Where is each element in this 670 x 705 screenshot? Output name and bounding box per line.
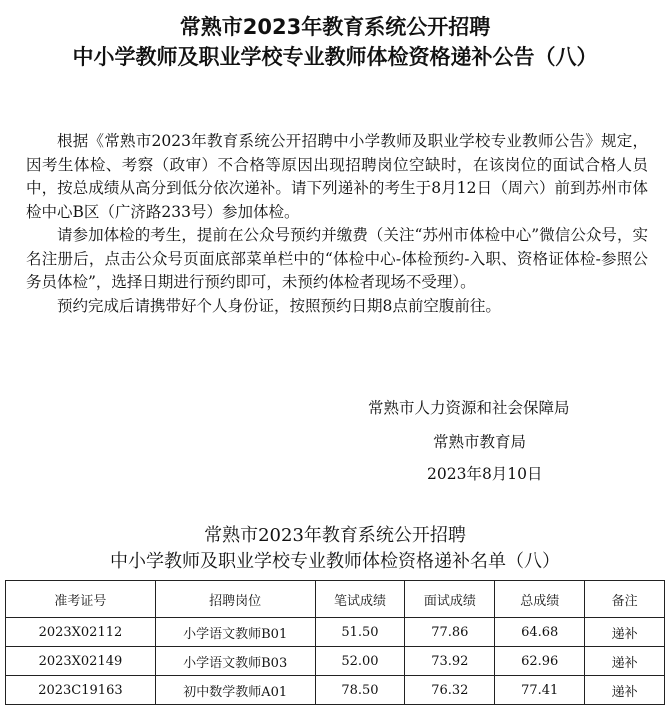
notice-paragraph-2: 请参加体检的考生，提前在公众号预约并缴费（关注“苏州市体检中心”微信公众号，实名注册后，点击公众号页面底部菜单栏中的“体检中心-体检预约-入职、资格证体检-参照公务员体检”，选择日期进行预约即可，未预约体检者现场不受理）。 <box>26 226 648 291</box>
signature-org-hrss: 常熟市人力资源和社会保障局 <box>368 399 570 417</box>
cell-interview-score: 77.86 <box>405 618 495 647</box>
cell-exam-id: 2023C19163 <box>6 676 156 705</box>
table-row <box>6 676 665 705</box>
cell-written-score: 51.50 <box>315 618 405 647</box>
notice-paragraph-3: 预约完成后请携带好个人身份证，按照预约日期8点前空腹前往。 <box>57 296 501 315</box>
table-header-row <box>6 581 665 618</box>
cell-position: 小学语文教师B03 <box>155 647 315 676</box>
cell-position: 小学语文教师B01 <box>155 618 315 647</box>
cell-position: 初中数学教师A01 <box>155 676 315 705</box>
cell-remark: 递补 <box>585 618 665 647</box>
cell-remark: 递补 <box>585 647 665 676</box>
column-header-exam-id: 准考证号 <box>6 581 156 618</box>
list-title-line1: 常熟市2023年教育系统公开招聘 <box>204 525 466 546</box>
cell-written-score: 78.50 <box>315 676 405 705</box>
column-header-position: 招聘岗位 <box>155 581 315 618</box>
column-header-remark: 备注 <box>585 581 665 618</box>
cell-total-score: 77.41 <box>495 676 585 705</box>
cell-interview-score: 73.92 <box>405 647 495 676</box>
notice-title-line2: 中小学教师及职业学校专业教师体检资格递补公告（八） <box>72 45 598 69</box>
signature-date: 2023年8月10日 <box>427 465 543 483</box>
table-row <box>6 618 665 647</box>
cell-remark: 递补 <box>585 676 665 705</box>
column-header-written-score: 笔试成绩 <box>315 581 405 618</box>
cell-written-score: 52.00 <box>315 647 405 676</box>
notice-paragraph-1: 根据《常熟市2023年教育系统公开招聘中小学教师及职业学校专业教师公告》规定，因考生体检、考察（政审）不合格等原因出现招聘岗位空缺时，在该岗位的面试合格人员中，按总成绩从高分到低分依次递补。请下列递补的考生于8月12日（周六）前到苏州市体检中心B区（广济路233号）参加体检。 <box>26 132 648 221</box>
column-header-total-score: 总成绩 <box>495 581 585 618</box>
cell-total-score: 62.96 <box>495 647 585 676</box>
signature-org-education: 常熟市教育局 <box>433 433 527 451</box>
candidate-table <box>5 580 665 705</box>
cell-exam-id: 2023X02112 <box>6 618 156 647</box>
notice-title-line1: 常熟市2023年教育系统公开招聘 <box>179 15 491 39</box>
notice-body <box>26 130 648 318</box>
column-header-interview-score: 面试成绩 <box>405 581 495 618</box>
cell-total-score: 64.68 <box>495 618 585 647</box>
cell-exam-id: 2023X02149 <box>6 647 156 676</box>
list-title-line2: 中小学教师及职业学校专业教师体检资格递补名单（八） <box>110 551 560 572</box>
table-row <box>6 647 665 676</box>
cell-interview-score: 76.32 <box>405 676 495 705</box>
